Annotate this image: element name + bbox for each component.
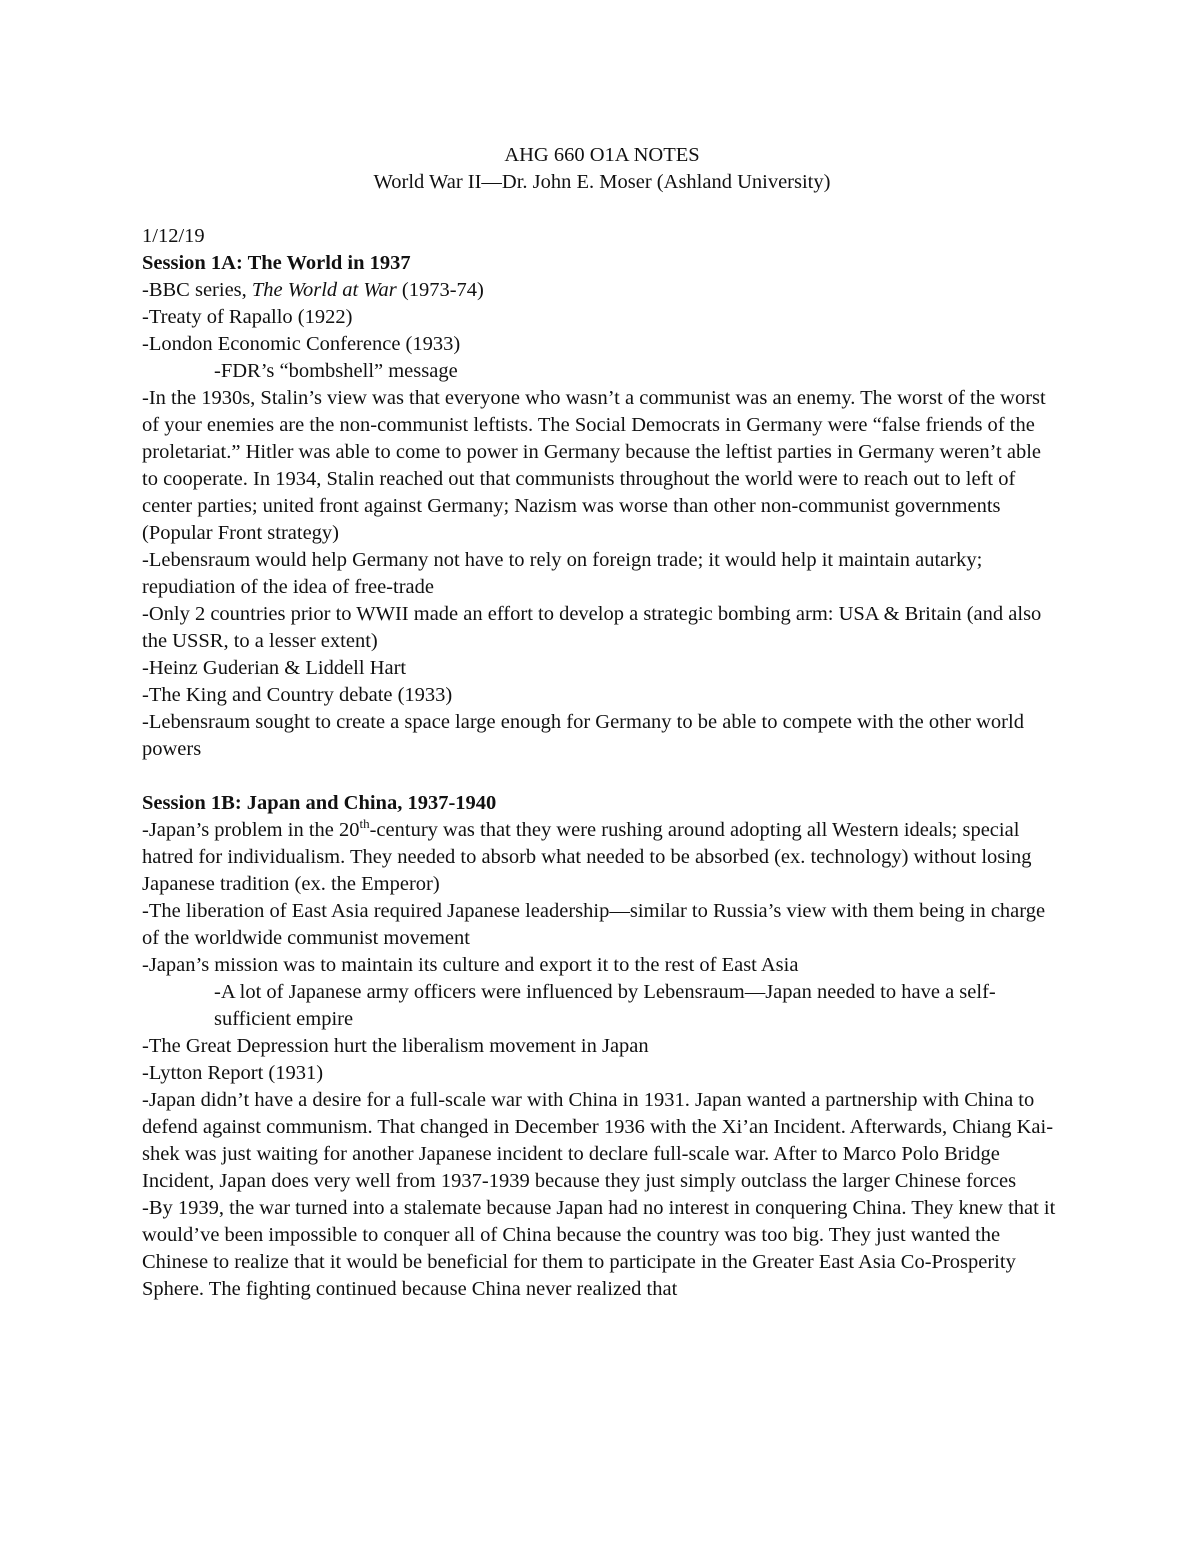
session-1b-item: -Lytton Report (1931) — [142, 1062, 324, 1084]
session-1a-item: -London Economic Conference (1933) — [142, 333, 461, 355]
item-text: -century was that they were rushing around adopting all Western ideals; special hatred for individualism. They needed to absorb what needed to be absorbed (ex. technology) without losing Japanese tradition (ex. the Emperor) — [142, 819, 1032, 895]
session-1b-item: -Japan’s mission was to maintain its culture and export it to the rest of East Asia — [142, 954, 799, 976]
course-subtitle: World War II—Dr. John E. Moser (Ashland University) — [373, 171, 831, 193]
session-1b-item: -Japan didn’t have a desire for a full-scale war with China in 1931. Japan wanted a partnership with China to defend against communism. That changed in December 1936 with the Xi’an Incident. Afterwards, Chiang Kai-shek was just waiting for another Japanese incident to declare full-scale war. After to Marco Polo Bridge Incident, Japan does very well from 1937-1939 because they just simply outclass the larger Chinese forces — [142, 1089, 1054, 1192]
series-title: The World at War — [251, 279, 397, 301]
session-1a-item: -Heinz Guderian & Liddell Hart — [142, 657, 407, 679]
session-1b-item: -The liberation of East Asia required Japanese leadership—similar to Russia’s view with them being in charge of the worldwide communist movement — [142, 900, 1046, 949]
session-1a-item: -Treaty of Rapallo (1922) — [142, 306, 353, 328]
superscript: th — [359, 816, 370, 832]
session-1a-heading: Session 1A: The World in 1937 — [142, 252, 411, 274]
course-title: AHG 660 O1A NOTES — [504, 144, 700, 166]
document-header — [142, 142, 1062, 196]
session-1a-item: -The King and Country debate (1933) — [142, 684, 453, 706]
session-1b-item: -By 1939, the war turned into a stalemate because Japan had no interest in conquering China. They knew that it would’ve been impossible to conquer all of China because the country was too big. They just wanted the Chinese to realize that it would be beneficial for them to participate in the Greater East Asia Co-Prosperity Sphere. The fighting continued because China never realized that — [142, 1197, 1056, 1300]
document-page — [142, 142, 1062, 1303]
notes-date: 1/12/19 — [142, 225, 205, 247]
session-1a-item: -Lebensraum sought to create a space large enough for Germany to be able to compete with the other world powers — [142, 711, 1024, 760]
session-1a-item — [142, 277, 1062, 304]
section-spacer — [142, 763, 1062, 790]
item-text: -BBC series, — [142, 279, 252, 301]
item-text: -Japan’s problem in the 20 — [142, 819, 360, 841]
session-1a-subitem: -FDR’s “bombshell” message — [214, 360, 458, 382]
session-1b-heading: Session 1B: Japan and China, 1937-1940 — [142, 792, 497, 814]
session-1a-item: -In the 1930s, Stalin’s view was that everyone who wasn’t a communist was an enemy. The worst of the worst of your enemies are the non-communist leftists. The Social Democrats in Germany were “false friends of the proletariat.” Hitler was able to come to power in Germany because the leftist parties in Germany weren’t able to cooperate. In 1934, Stalin reached out that communists throughout the world were to reach out to left of center parties; united front against Germany; Nazism was worse than other non-communist governments (Popular Front strategy) — [142, 387, 1046, 544]
item-text: (1973-74) — [396, 279, 484, 301]
session-1b-item — [142, 817, 1062, 898]
session-1a-item: -Only 2 countries prior to WWII made an effort to develop a strategic bombing arm: USA & Britain (and also the USSR, to a lesser extent) — [142, 603, 1042, 652]
session-1a-item: -Lebensraum would help Germany not have to rely on foreign trade; it would help it maintain autarky; repudiation of the idea of free-trade — [142, 549, 983, 598]
session-1b-subitem: -A lot of Japanese army officers were influenced by Lebensraum—Japan needed to have a self-sufficient empire — [214, 981, 996, 1030]
session-1b-item: -The Great Depression hurt the liberalism movement in Japan — [142, 1035, 649, 1057]
